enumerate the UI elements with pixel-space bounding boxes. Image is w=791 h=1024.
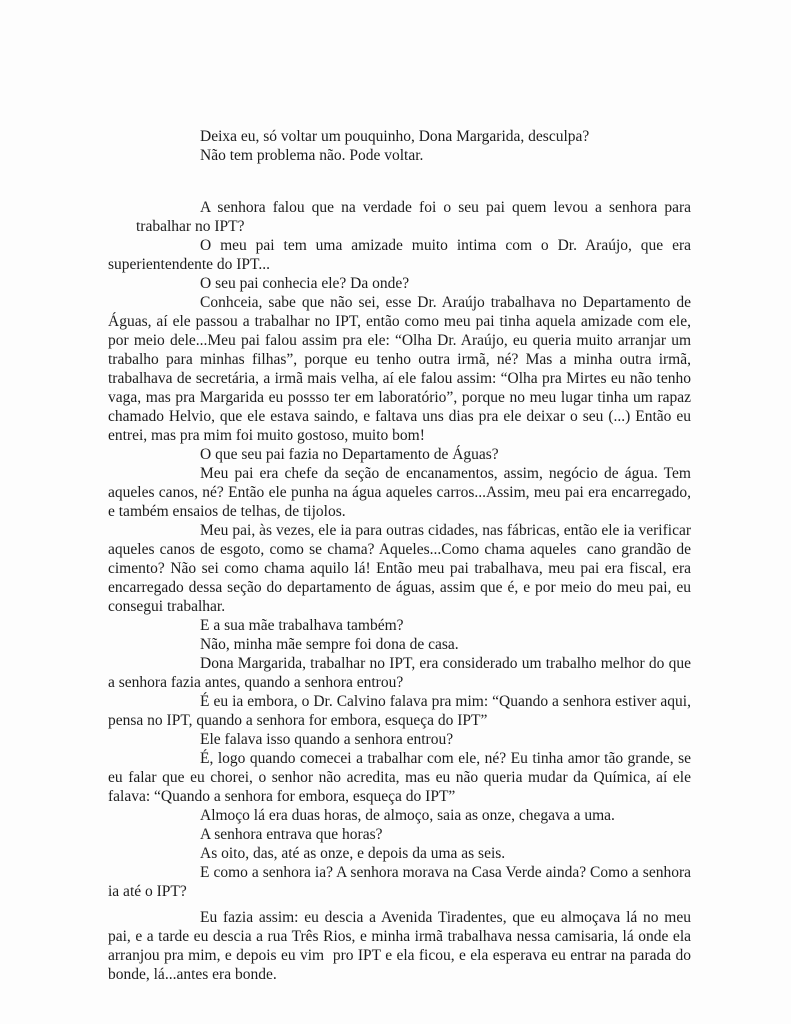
transcript <box>108 127 691 984</box>
paragraph: Meu pai, às vezes, ele ia para outras cidades, nas fábricas, então ele ia verificar aqueles canos de esgoto, como se chama? Aqueles...Como chama aqueles cano grandão de cimento? Não sei como chama aquilo lá! Então meu pai trabalhava, meu pai era fiscal, era encarregado dessa seção do departamento de águas, assim que é, e por meio do meu pai, eu consegui trabalhar. <box>108 522 691 615</box>
paragraph: O que seu pai fazia no Departamento de Águas? <box>200 446 499 463</box>
paragraph: É, logo quando comecei a trabalhar com ele, né? Eu tinha amor tão grande, se eu falar que eu chorei, o senhor não acredita, mas eu não queria mudar da Química, aí ele falava: “Quando a senhora for embora, esqueça do IPT” <box>108 750 691 805</box>
paragraph: A senhora entrava que horas? <box>200 826 383 843</box>
paragraph: E a sua mãe trabalhava também? <box>200 617 404 634</box>
intro-exchange <box>108 127 691 165</box>
paragraph: E como a senhora ia? A senhora morava na Casa Verde ainda? Como a senhora ia até o IPT? <box>108 864 691 900</box>
paragraph: Ele falava isso quando a senhora entrou? <box>200 731 454 748</box>
paragraph: A senhora falou que na verdade foi o seu pai quem levou a senhora para trabalhar no IPT? <box>136 199 691 235</box>
intro-line: Deixa eu, só voltar um pouquinho, Dona Margarida, desculpa? <box>200 128 590 145</box>
paragraph: Dona Margarida, trabalhar no IPT, era considerado um trabalho melhor do que a senhora fazia antes, quando a senhora entrou? <box>108 655 691 691</box>
paragraph: Não, minha mãe sempre foi dona de casa. <box>200 636 459 653</box>
paragraph: Almoço lá era duas horas, de almoço, saia as onze, chegava a uma. <box>200 807 615 824</box>
paragraph: O meu pai tem uma amizade muito intima com o Dr. Araújo, que era superientendente do IPT... <box>108 237 691 273</box>
paragraph: É eu ia embora, o Dr. Calvino falava pra mim: “Quando a senhora estiver aqui, pensa no IPT, quando a senhora for embora, esqueça do IPT” <box>108 693 691 729</box>
paragraph: Eu fazia assim: eu descia a Avenida Tiradentes, que eu almoçava lá no meu pai, e a tarde eu descia a rua Três Rios, e minha irmã trabalhava nessa camisaria, lá onde ela arranjou pra mim, e depois eu vim pro IPT e ela ficou, e ela esperava eu entrar na parada do bonde, lá...antes era bonde. <box>108 909 691 983</box>
paragraph: O seu pai conhecia ele? Da onde? <box>200 275 410 292</box>
paragraph: Meu pai era chefe da seção de encanamentos, assim, negócio de água. Tem aqueles canos, né? Então ele punha na água aqueles carros...Assim, meu pai era encarregado, e também ensaios de telhas, de tijolos. <box>108 465 691 520</box>
paragraph: Conhceia, sabe que não sei, esse Dr. Araújo trabalhava no Departamento de Águas, aí ele passou a trabalhar no IPT, então como meu pai tinha aquela amizade com ele, por meio dele...Meu pai falou assim pra ele: “Olha Dr. Araújo, eu queria muito arranjar um trabalho para minhas filhas”, porque eu tenho outra irmã, né? Mas a minha outra irmã, trabalhava de secretária, a irmã mais velha, aí ele falou assim: “Olha pra Mirtes eu não tenho vaga, mas pra Margarida eu possso ter em laboratório”, porque no meu lugar tinha um rapaz chamado Helvio, que ele estava saindo, e faltava uns dias pra ele deixar o seu (...) Então eu entrei, mas pra mim foi muito gostoso, muito bom! <box>108 294 691 444</box>
intro-line: Não tem problema não. Pode voltar. <box>200 147 424 164</box>
dialogue-paragraphs <box>108 198 691 984</box>
paragraph: As oito, das, até as onze, e depois da uma as seis. <box>200 845 506 862</box>
